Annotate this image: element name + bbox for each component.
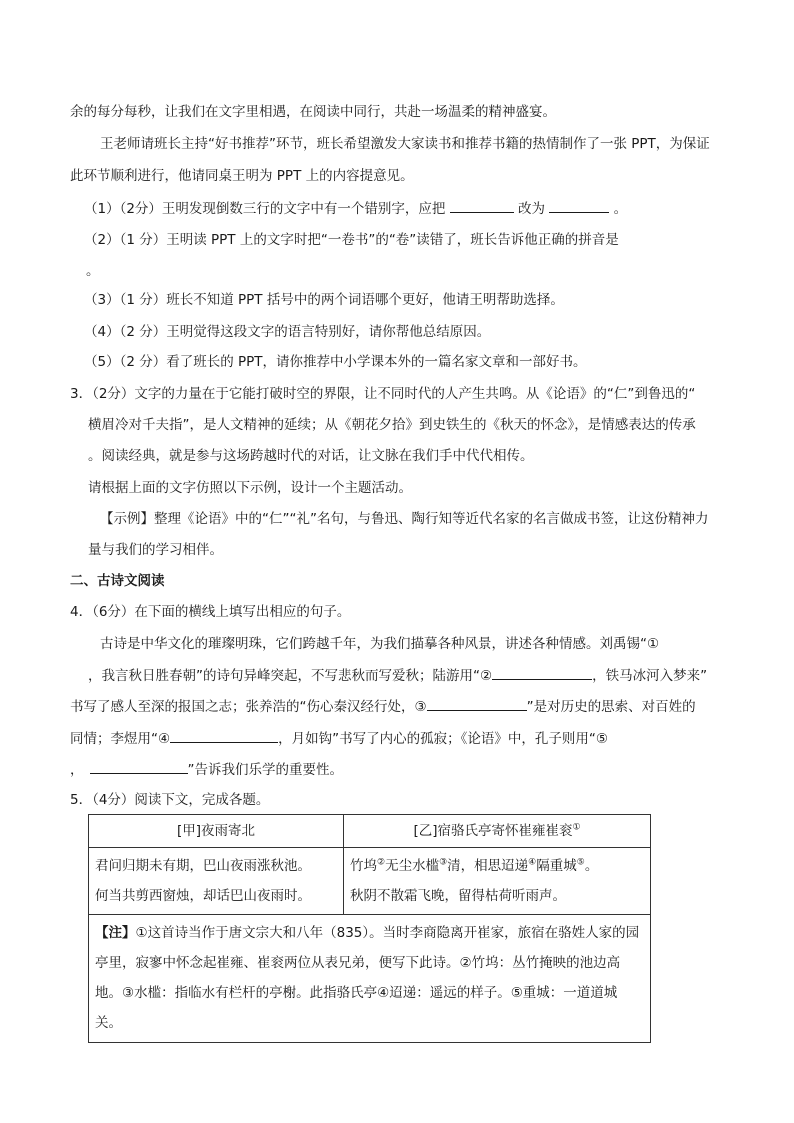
problem-5-heading: 5．（4分）阅读下文，完成各题。: [70, 792, 270, 808]
question-1-end: 。: [613, 201, 628, 217]
poem-yi-line-1: [350, 851, 644, 881]
footnote-mark-4: ④: [528, 857, 537, 868]
poem-yi-seg-e: 。: [584, 858, 599, 874]
fill-blank-2[interactable]: [492, 665, 592, 680]
problem-3-line-2: 横眉冷对千夫指”，是人文精神的延续；从《朝花夕拾》到史铁生的《秋天的怀念》，是情感表达的传承: [88, 417, 696, 433]
question-3: （3）（1 分）班长不知道 PPT 括号中的两个词语哪个更好，他请王明帮助选择。: [84, 292, 564, 308]
problem-4-line-2-b: ，铁马冰河入梦来”: [592, 668, 708, 684]
poem-table: [88, 814, 651, 1043]
problem-3-example-2: 量与我们的学习相伴。: [88, 542, 223, 558]
problem-4-line-3: [0, 696, 794, 717]
footnote-mark-3: ③: [439, 857, 448, 868]
problem-4-line-4-b: ，月如钩”书写了内心的孤寂；《论语》中，孔子则用“⑤: [278, 731, 608, 747]
note-label: 【注】: [95, 925, 136, 941]
question-2-end: 。: [86, 263, 100, 279]
problem-3-instruction: 请根据上面的文字仿照以下示例，设计一个主题活动。: [88, 480, 412, 496]
problem-4-line-2: [0, 665, 794, 686]
problem-3-line-1: 3．（2分）文字的力量在于它能打破时空的界限，让不同时代的人产生共鸣。从《论语》的“仁”到鲁迅的“: [70, 386, 696, 402]
poem-jia-line-1: 君问归期未有期，巴山夜雨涨秋池。: [95, 858, 311, 874]
problem-3-example-1: 【示例】整理《论语》中的“仁”“礼”名句，与鲁迅、陶行知等近代名家的名言做成书签，让这份精神力: [100, 511, 709, 527]
question-1-text-b: 改为: [518, 201, 546, 217]
poem-yi-title: [乙]宿骆氏亭寄怀崔雍崔衮: [413, 823, 573, 839]
question-4: （4）（2 分）王明觉得这段文字的语言特别好，请你帮他总结原因。: [84, 324, 491, 340]
problem-4-line-4: [0, 728, 794, 749]
poem-jia-title: [甲]夜雨寄北: [89, 815, 344, 848]
problem-4-line-3-b: ”是对历史的思索、对百姓的: [526, 699, 696, 715]
poem-yi-title-cell: [344, 815, 651, 848]
footnote-mark-5: ⑤: [576, 857, 585, 868]
problem-4-line-4-a: 同情；李煜用“④: [70, 731, 171, 747]
problem-4-line-5-a: ，: [70, 762, 84, 778]
intro-line-3: 此环节顺利进行，他请同桌王明为 PPT 上的内容提意见。: [70, 168, 414, 184]
intro-line-2: 王老师请班长主持“好书推荐”环节，班长希望激发大家读书和推荐书籍的热情制作了一张 PPT，为保证: [100, 136, 710, 152]
question-1: [0, 198, 794, 219]
section-heading: 二、古诗文阅读: [70, 573, 165, 589]
footnote-mark-1: ①: [572, 822, 581, 833]
poem-yi-seg-c: 清，相思迢递: [447, 858, 529, 874]
problem-4-line-2-a: ，我言秋日胜春朝”的诗句异峰突起，不写悲秋而写爱秋；陆游用“②: [88, 668, 493, 684]
intro-line-1: 余的每分每秒，让我们在文字里相遇，在阅读中同行，共赴一场温柔的精神盛宴。: [70, 104, 556, 120]
question-2: （2）（1 分）王明读 PPT 上的文字时把“一卷书”的“卷”读错了，班长告诉他正确的拼音是: [84, 232, 619, 248]
footnote-mark-2: ②: [377, 857, 386, 868]
poem-yi-line-2: 秋阴不散霜飞晚，留得枯荷听雨声。: [350, 888, 566, 904]
poem-jia-line-2: 何当共剪西窗烛，却话巴山夜雨时。: [95, 888, 311, 904]
question-1-text: （1）（2分）王明发现倒数三行的文字中有一个错别字，应把: [84, 201, 446, 217]
poem-jia-body: [89, 848, 344, 915]
poem-yi-body: [344, 848, 651, 915]
fill-blank-5[interactable]: [90, 759, 188, 774]
fill-blank-3[interactable]: [427, 696, 527, 711]
answer-blank-2[interactable]: [549, 198, 609, 213]
problem-4-line-1: 古诗是中华文化的璀璨明珠，它们跨越千年，为我们描摹各种风景，讲述各种情感。刘禹锡“①: [100, 636, 660, 652]
note-text: ①这首诗当作于唐文宗大和八年（835）。当时李商隐离开崔家，旅宿在骆姓人家的园亭里，寂寥中怀念起崔雍、崔衮两位从表兄弟，便写下此诗。②竹坞：丛竹掩映的池边高地。③水槛：指临水有栏杆的亭榭。此指骆氏亭④迢递：遥远的样子。⑤重城：一道道城关。: [95, 925, 640, 1031]
problem-4-line-5: [0, 759, 794, 780]
problem-4-heading: 4．（6分）在下面的横线上填写出相应的句子。: [70, 604, 351, 620]
question-5: （5）（2 分）看了班长的 PPT，请你推荐中小学课本外的一篇名家文章和一部好书。: [84, 354, 587, 370]
poem-yi-seg-a: 竹坞: [350, 858, 377, 874]
problem-3-line-3: 。阅读经典，就是参与这场跨越时代的对话，让文脉在我们手中代代相传。: [88, 448, 534, 464]
problem-4-line-3-a: 书写了感人至深的报国之志；张养浩的“伤心秦汉经行处，③: [70, 699, 427, 715]
problem-4-line-5-b: ”告诉我们乐学的重要性。: [187, 762, 343, 778]
poem-yi-seg-b: 无尘水槛: [385, 858, 440, 874]
poem-yi-seg-d: 隔重城: [536, 858, 577, 874]
answer-blank-1[interactable]: [450, 198, 514, 213]
poem-notes: [89, 915, 651, 1043]
fill-blank-4[interactable]: [170, 728, 278, 743]
